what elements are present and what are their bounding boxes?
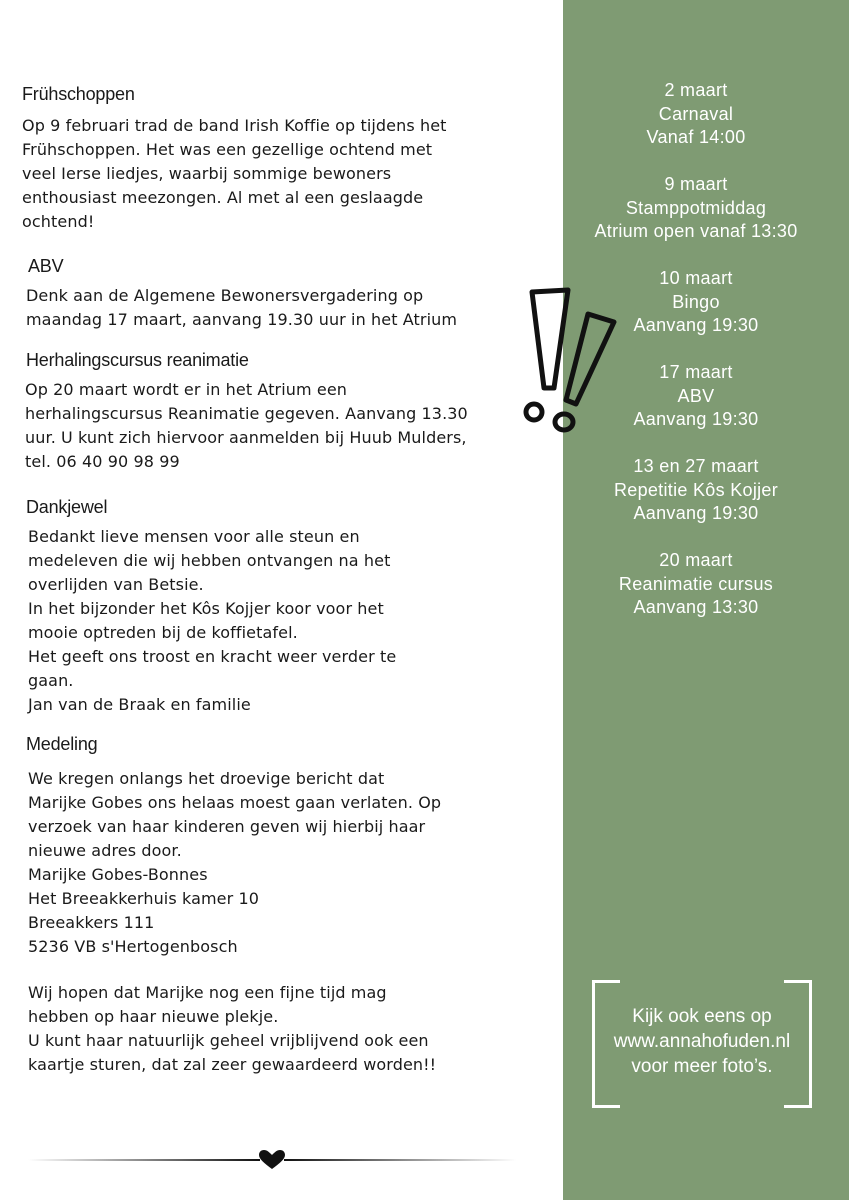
text-line: Op 20 maart wordt er in het Atrium een: [25, 380, 348, 399]
text-line: maandag 17 maart, aanvang 19.30 uur in het Atrium: [26, 310, 458, 329]
section-title-dankjewel: Dankjewel: [26, 497, 108, 517]
event-date: 17 maart: [659, 362, 733, 382]
exclamation-marks-icon: [518, 284, 618, 434]
text-line: herhalingscursus Reanimatie gegeven. Aanvang 13.30: [25, 404, 468, 423]
text-line: veel Ierse liedjes, waarbij sommige bewoners: [22, 164, 392, 183]
text-line: enthousiast meezongen. Al met al een geslaagde: [22, 188, 424, 207]
text-line: kaartje sturen, dat zal zeer gewaardeerd worden!!: [28, 1055, 437, 1074]
text-line: Denk aan de Algemene Bewonersvergadering op: [26, 286, 424, 305]
text-line: Jan van de Braak en familie: [28, 695, 251, 714]
event-time: Aanvang 13:30: [633, 597, 759, 617]
section-title-reanimatie: Herhalingscursus reanimatie: [26, 350, 249, 370]
section-body-reanimatie: [25, 378, 468, 474]
text-line: verzoek van haar kinderen geven wij hierbij haar: [28, 817, 426, 836]
text-line: In het bijzonder het Kôs Kojjer koor voor het: [28, 599, 384, 618]
event-name: Reanimatie cursus: [618, 573, 774, 594]
event-item: [563, 173, 829, 244]
text-line: gaan.: [28, 671, 74, 690]
website-link[interactable]: www.annahofuden.nl: [613, 1031, 791, 1052]
text-line: tel. 06 40 90 98 99: [25, 452, 180, 471]
event-name: Carnaval: [658, 103, 734, 124]
text-line: uur. U kunt zich hiervoor aanmelden bij Huub Mulders,: [25, 428, 467, 447]
event-name: ABV: [677, 385, 715, 406]
website-callout: [592, 980, 812, 1108]
text-line: nieuwe adres door.: [28, 841, 182, 860]
text-line: Frühschoppen. Het was een gezellige ochtend met: [22, 140, 433, 159]
event-time: Aanvang 19:30: [633, 503, 759, 523]
section-body-dankjewel: [28, 525, 396, 717]
event-name: Repetitie Kôs Kojjer: [613, 479, 779, 500]
event-time: Aanvang 19:30: [633, 315, 759, 335]
section-title-medeling: Medeling: [26, 734, 98, 754]
heart-divider: [28, 1150, 516, 1170]
event-date: 2 maart: [664, 80, 728, 100]
event-time: Aanvang 19:30: [633, 409, 759, 429]
text-line: U kunt haar natuurlijk geheel vrijblijvend ook een: [28, 1031, 429, 1050]
callout-line: voor meer foto’s.: [631, 1056, 773, 1077]
event-time: Atrium open vanaf 13:30: [594, 221, 798, 241]
text-line: Breeakkers 111: [28, 913, 155, 932]
event-date: 20 maart: [659, 550, 733, 570]
text-line: Bedankt lieve mensen voor alle steun en: [28, 527, 360, 546]
section-body-medeling-closing: [28, 981, 436, 1077]
event-item: [563, 549, 829, 620]
event-name: Stamppotmiddag: [625, 197, 767, 218]
event-name: Bingo: [672, 291, 720, 312]
event-date: 13 en 27 maart: [633, 456, 759, 476]
text-line: Het Breeakkerhuis kamer 10: [28, 889, 260, 908]
callout-text: [592, 1004, 812, 1079]
text-line: Marijke Gobes-Bonnes: [28, 865, 208, 884]
text-line: mooie optreden bij de koffietafel.: [28, 623, 298, 642]
event-date: 10 maart: [659, 268, 733, 288]
text-line: hebben op haar nieuwe plekje.: [28, 1007, 279, 1026]
section-body-fruhschoppen: [22, 114, 447, 234]
text-line: Het geeft ons troost en kracht weer verder te: [28, 647, 397, 666]
section-body-medeling: [28, 767, 441, 959]
callout-line: Kijk ook eens op: [632, 1006, 772, 1027]
event-time: Vanaf 14:00: [646, 127, 746, 147]
text-line: Op 9 februari trad de band Irish Koffie op tijdens het: [22, 116, 447, 135]
text-line: Marijke Gobes ons helaas moest gaan verlaten. Op: [28, 793, 442, 812]
text-line: medeleven die wij hebben ontvangen na het: [28, 551, 391, 570]
section-body-abv: [26, 284, 457, 332]
text-line: overlijden van Betsie.: [28, 575, 204, 594]
event-date: 9 maart: [664, 174, 728, 194]
text-line: ochtend!: [22, 212, 95, 231]
text-line: Wij hopen dat Marijke nog een fijne tijd mag: [28, 983, 387, 1002]
section-title-abv: ABV: [28, 256, 64, 276]
section-title-fruhschoppen: Frühschoppen: [22, 84, 135, 104]
heart-icon: [259, 1150, 285, 1169]
event-item: [563, 79, 829, 150]
event-item: [563, 455, 829, 526]
text-line: 5236 VB s'Hertogenbosch: [28, 937, 238, 956]
text-line: We kregen onlangs het droevige bericht dat: [28, 769, 385, 788]
